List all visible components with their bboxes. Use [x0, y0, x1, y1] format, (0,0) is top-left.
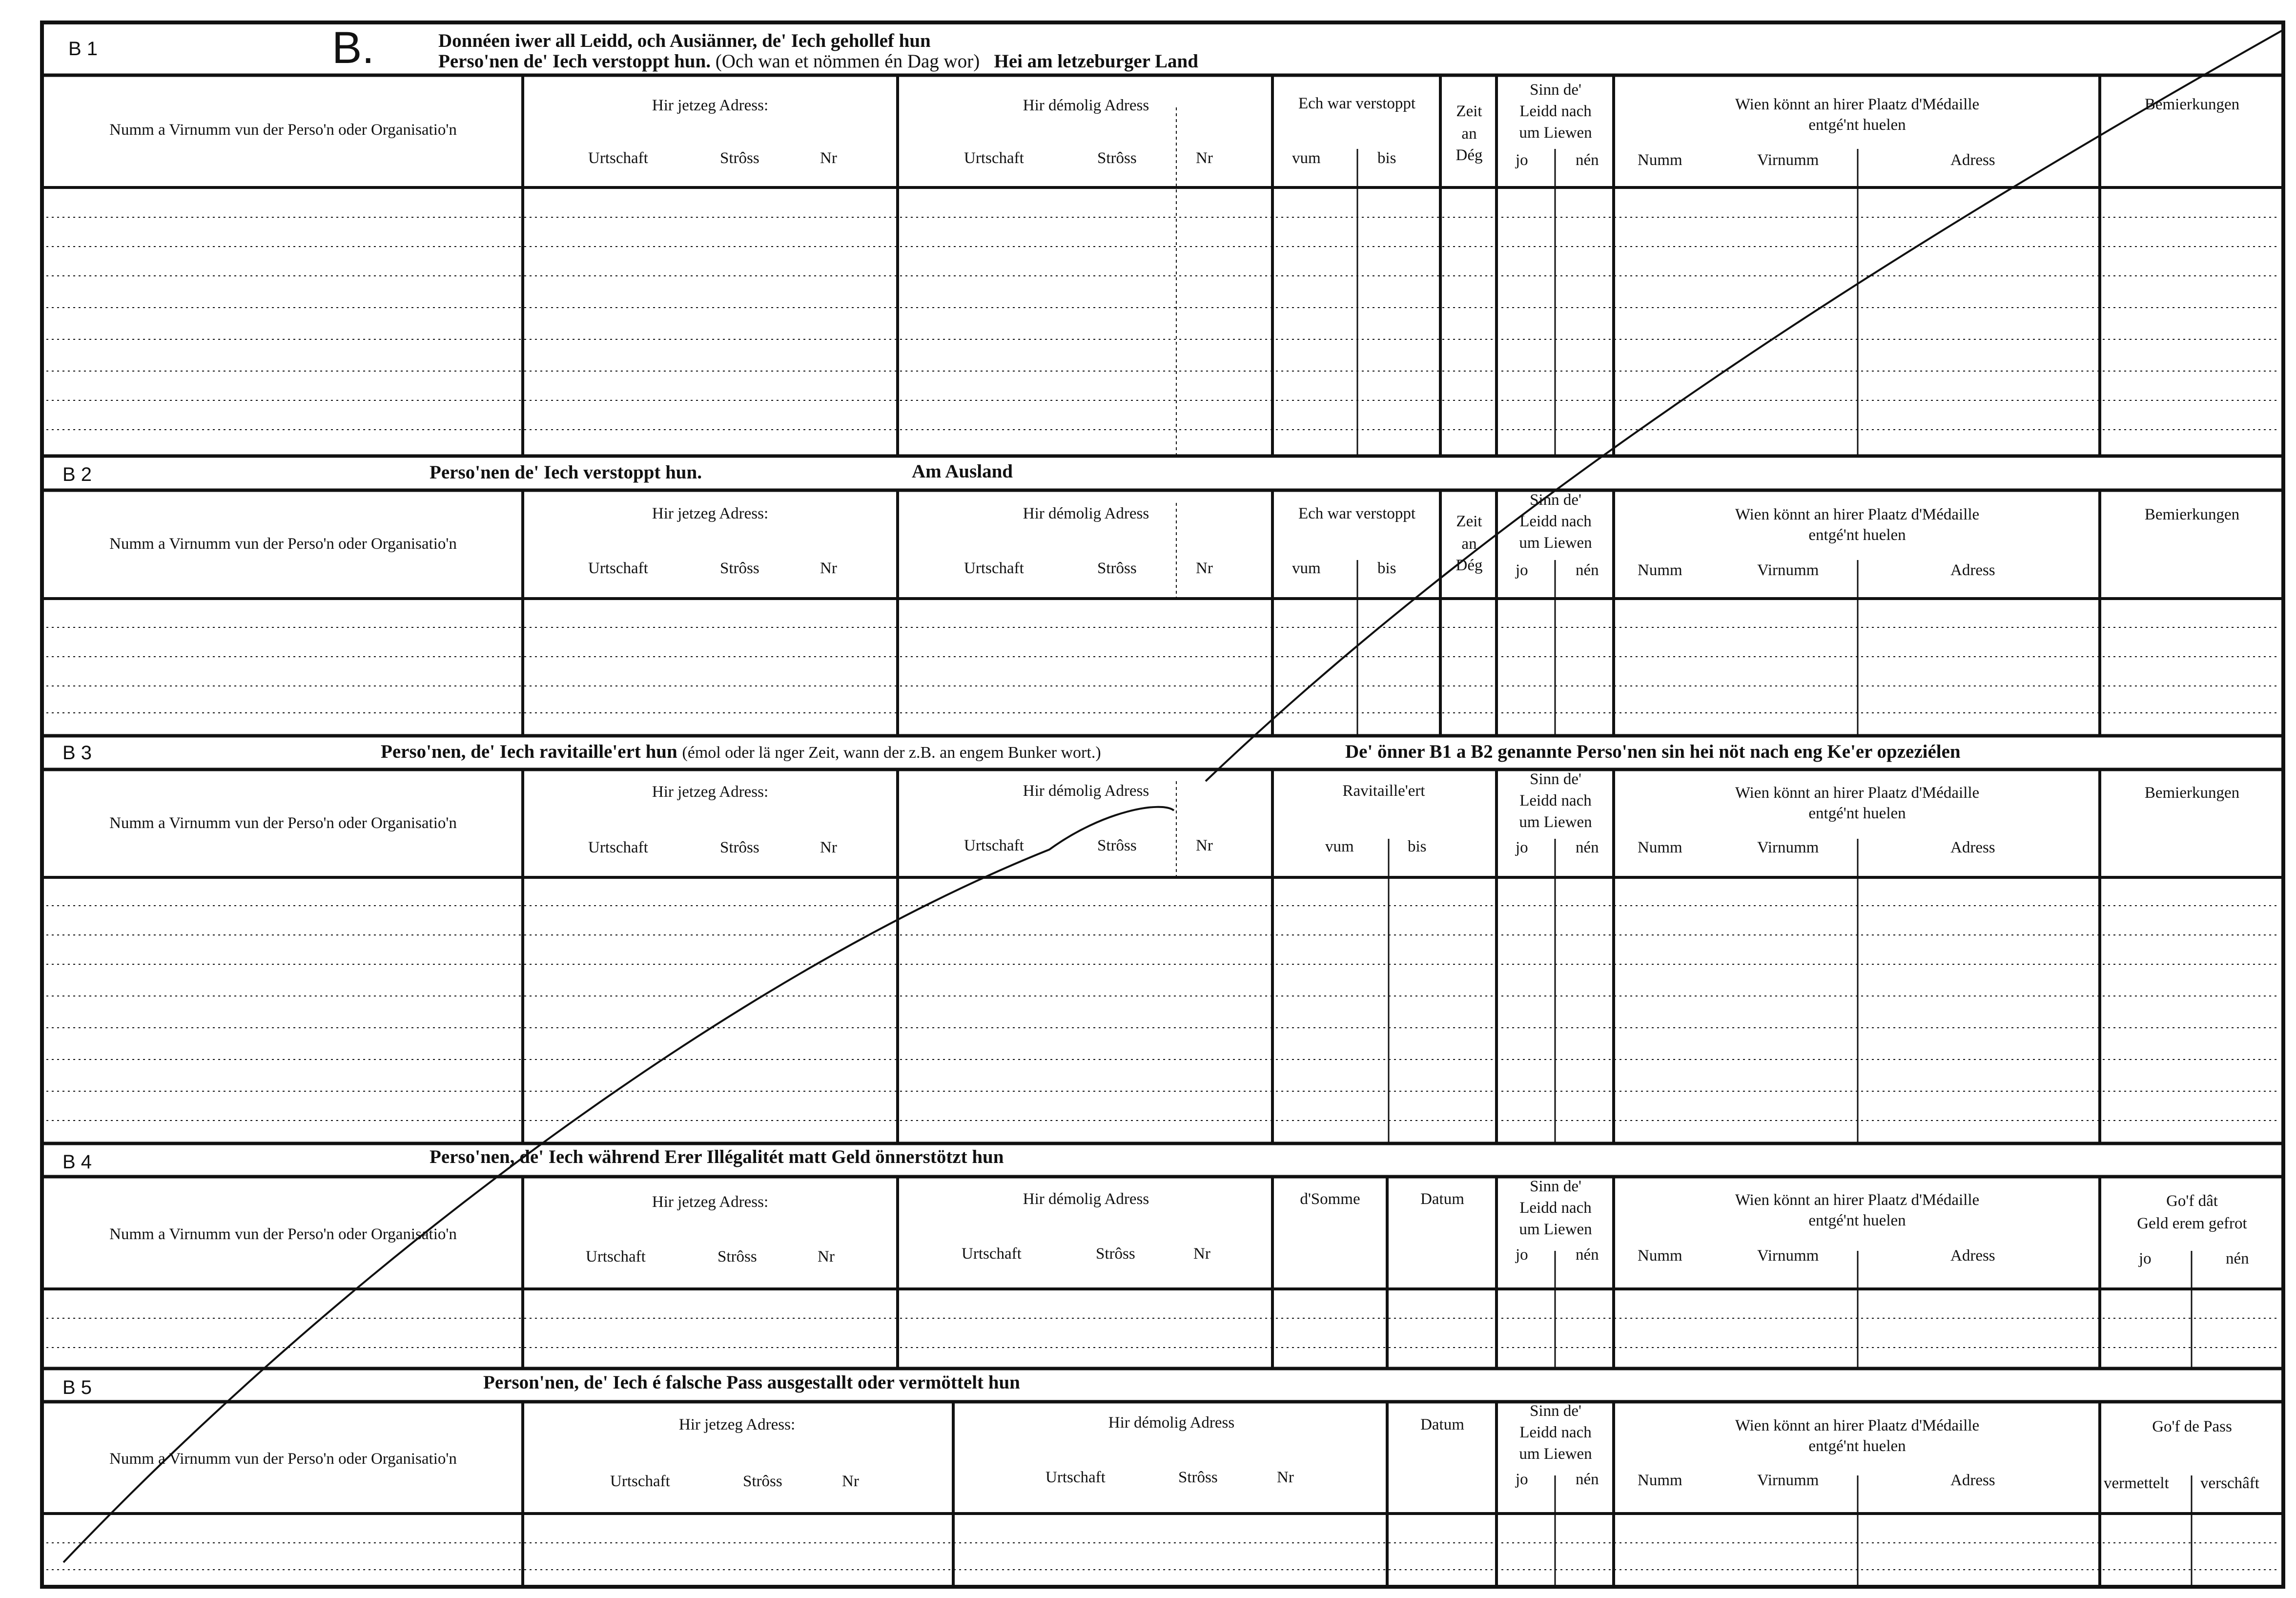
header-alive-2: Leidd nach — [1519, 513, 1592, 530]
header-surname: Numm — [1638, 151, 1682, 169]
header-address: Adress — [1950, 561, 1995, 579]
header-alive-2: Leidd nach — [1519, 792, 1592, 809]
header-street: Strôss — [718, 1248, 757, 1266]
header-alive-3: um Liewen — [1519, 124, 1592, 142]
header-alive-1: Sinn de' — [1530, 81, 1581, 99]
header-number: Nr — [1196, 560, 1213, 577]
header-remarks: Bemierkungen — [2144, 784, 2240, 802]
header-money-gift-2: Geld erem gefrot — [2137, 1215, 2247, 1232]
header-street: Strôss — [1097, 837, 1137, 854]
header-time-1: Zeit — [1456, 513, 1482, 530]
header-place: Urtschaft — [964, 149, 1024, 167]
header-yes: jo — [1516, 561, 1528, 579]
header-number: Nr — [820, 560, 837, 577]
header-current-address: Hir jetzeg Adress: — [678, 1416, 796, 1433]
header-pass-gift: Go'f de Pass — [2152, 1418, 2232, 1435]
header-hidden: Ech war verstoppt — [1298, 505, 1416, 522]
header-place: Urtschaft — [586, 1248, 646, 1266]
header-place: Urtschaft — [610, 1473, 670, 1490]
header-alive-2: Leidd nach — [1519, 103, 1592, 120]
header-alive-2: Leidd nach — [1519, 1199, 1592, 1217]
header-place: Urtschaft — [588, 560, 648, 577]
header-name: Numm a Virnumm vun der Perso'n oder Organisatio'n — [109, 814, 457, 832]
header-surname: Numm — [1638, 561, 1682, 579]
header-street: Strôss — [1097, 149, 1137, 167]
header-number: Nr — [1196, 837, 1213, 854]
section-b4-code: B 4 — [62, 1151, 92, 1173]
header-date: Datum — [1420, 1416, 1464, 1433]
header-alive-2: Leidd nach — [1519, 1424, 1592, 1441]
header-alive-1: Sinn de' — [1530, 770, 1581, 788]
header-remarks: Bemierkungen — [2144, 96, 2240, 113]
header-current-address: Hir jetzeg Adress: — [652, 783, 769, 801]
header-place: Urtschaft — [964, 837, 1024, 854]
form-letter: B. — [332, 23, 374, 73]
header-to: bis — [1408, 838, 1427, 855]
header-former-address: Hir démolig Adress — [1023, 782, 1149, 800]
header-yes: jo — [2139, 1250, 2152, 1267]
header-time-2: an — [1461, 125, 1477, 143]
header-street: Strôss — [1178, 1469, 1218, 1486]
header-name: Numm a Virnumm vun der Perso'n oder Organisatio'n — [109, 535, 457, 553]
header-from: vum — [1292, 560, 1321, 577]
section-b5-title: Person'nen, de' Iech é falsche Pass ausgestallt oder vermöttelt hun — [483, 1372, 1020, 1393]
header-alive-3: um Liewen — [1519, 534, 1592, 552]
section-b1-title-line2: Perso'nen de' Iech verstoppt hun. (Och wan et nömmen én Dag wor) Hei am letzeburger Land — [438, 51, 1198, 72]
header-no: nén — [1576, 1471, 1599, 1488]
header-current-address: Hir jetzeg Adress: — [652, 505, 769, 522]
header-medal-1: Wien könnt an hirer Plaatz d'Médaille — [1735, 1191, 1980, 1209]
header-no: nén — [1576, 151, 1599, 169]
header-firstname: Virnumm — [1757, 1472, 1819, 1489]
header-street: Strôss — [743, 1473, 782, 1490]
header-name: Numm a Virnumm vun der Perso'n oder Organisatio'n — [109, 1450, 457, 1468]
header-time-3: Dég — [1456, 557, 1483, 574]
header-former-address: Hir démolig Adress — [1108, 1414, 1235, 1432]
section-b2-code: B 2 — [62, 464, 92, 485]
header-medal-1: Wien könnt an hirer Plaatz d'Médaille — [1735, 784, 1980, 802]
section-b3-code: B 3 — [62, 742, 92, 764]
section-b2-title-b: Am Ausland — [912, 461, 1013, 482]
header-yes: jo — [1516, 151, 1528, 169]
header-to: bis — [1377, 560, 1396, 577]
section-b2-title: Perso'nen de' Iech verstoppt hun. — [430, 462, 702, 483]
header-place: Urtschaft — [962, 1245, 1022, 1263]
header-yes: jo — [1516, 1471, 1528, 1488]
section-b4-title: Perso'nen, de' Iech während Erer Illégalitét matt Geld önnerstötzt hun — [430, 1146, 1004, 1167]
header-current-address: Hir jetzeg Adress: — [652, 1193, 769, 1211]
header-yes: jo — [1516, 1246, 1528, 1264]
header-alive-1: Sinn de' — [1530, 1178, 1581, 1195]
header-time-3: Dég — [1456, 146, 1483, 164]
header-from: vum — [1325, 838, 1354, 855]
header-number: Nr — [820, 839, 837, 856]
header-time-2: an — [1461, 535, 1477, 553]
header-street: Strôss — [1096, 1245, 1135, 1263]
header-to: bis — [1377, 149, 1396, 167]
header-place: Urtschaft — [964, 560, 1024, 577]
header-medal-2: entgé'nt huelen — [1808, 526, 1906, 544]
section-b3-title-c: De' önner B1 a B2 genannte Perso'nen sin hei nöt nach eng Ke'er opzeziélen — [1345, 741, 1961, 762]
header-time-1: Zeit — [1456, 103, 1482, 120]
header-procured: verschâft — [2200, 1474, 2259, 1492]
header-medal-1: Wien könnt an hirer Plaatz d'Médaille — [1735, 1417, 1980, 1434]
header-alive-3: um Liewen — [1519, 813, 1592, 831]
header-money-gift-1: Go'f dât — [2166, 1192, 2218, 1210]
header-sum: d'Somme — [1300, 1190, 1360, 1208]
header-yes: jo — [1516, 839, 1528, 856]
header-firstname: Virnumm — [1757, 1247, 1819, 1265]
header-medal-1: Wien könnt an hirer Plaatz d'Médaille — [1735, 96, 1980, 113]
header-firstname: Virnumm — [1757, 839, 1819, 856]
header-surname: Numm — [1638, 839, 1682, 856]
header-former-address: Hir démolig Adress — [1023, 505, 1149, 522]
header-current-address: Hir jetzeg Adress: — [652, 97, 769, 114]
header-medal-2: entgé'nt huelen — [1808, 116, 1906, 134]
header-from: vum — [1292, 149, 1321, 167]
header-name: Numm a Virnumm vun der Perso'n oder Organisatio'n — [109, 1225, 457, 1243]
header-street: Strôss — [720, 560, 759, 577]
header-former-address: Hir démolig Adress — [1023, 97, 1149, 114]
header-number: Nr — [1193, 1245, 1210, 1263]
header-mediated: vermettelt — [2104, 1474, 2169, 1492]
header-number: Nr — [842, 1473, 859, 1490]
header-surname: Numm — [1638, 1247, 1682, 1265]
header-alive-3: um Liewen — [1519, 1221, 1592, 1238]
header-alive-3: um Liewen — [1519, 1445, 1592, 1463]
section-b5-code: B 5 — [62, 1377, 92, 1398]
header-number: Nr — [1277, 1469, 1294, 1486]
section-b1-title-line1: Donnéen iwer all Leidd, och Ausiänner, de' Iech gehollef hun — [438, 30, 931, 51]
header-firstname: Virnumm — [1757, 561, 1819, 579]
header-hidden: Ech war verstoppt — [1298, 95, 1416, 112]
header-firstname: Virnumm — [1757, 151, 1819, 169]
header-supplied: Ravitaille'ert — [1342, 782, 1425, 800]
header-place: Urtschaft — [588, 149, 648, 167]
header-name: Numm a Virnumm vun der Perso'n oder Organisatio'n — [109, 121, 457, 139]
header-no: nén — [1576, 561, 1599, 579]
header-medal-2: entgé'nt huelen — [1808, 805, 1906, 822]
header-medal-2: entgé'nt huelen — [1808, 1212, 1906, 1229]
header-street: Strôss — [720, 839, 759, 856]
header-alive-1: Sinn de' — [1530, 1402, 1581, 1420]
hand-drawn-stroke — [63, 807, 1174, 1562]
header-address: Adress — [1950, 151, 1995, 169]
header-address: Adress — [1950, 1247, 1995, 1265]
header-number: Nr — [818, 1248, 835, 1266]
header-surname: Numm — [1638, 1472, 1682, 1489]
header-alive-1: Sinn de' — [1530, 491, 1581, 509]
header-number: Nr — [820, 149, 837, 167]
header-no: nén — [2226, 1250, 2249, 1267]
header-medal-1: Wien könnt an hirer Plaatz d'Médaille — [1735, 506, 1980, 523]
header-number: Nr — [1196, 149, 1213, 167]
header-no: nén — [1576, 1246, 1599, 1264]
header-address: Adress — [1950, 1472, 1995, 1489]
header-medal-2: entgé'nt huelen — [1808, 1437, 1906, 1455]
header-place: Urtschaft — [588, 839, 648, 856]
header-former-address: Hir démolig Adress — [1023, 1190, 1149, 1208]
section-b3-title: Perso'nen, de' Iech ravitaille'ert hun (émol oder lä nger Zeit, wann der z.B. an engem Bunker wort.) — [381, 741, 1101, 762]
hand-drawn-stroke-upper — [1206, 29, 2284, 781]
section-b1-code: B 1 — [68, 38, 98, 60]
header-street: Strôss — [1097, 560, 1137, 577]
header-date: Datum — [1420, 1190, 1464, 1208]
header-place: Urtschaft — [1046, 1469, 1106, 1486]
header-no: nén — [1576, 839, 1599, 856]
header-address: Adress — [1950, 839, 1995, 856]
header-street: Strôss — [720, 149, 759, 167]
header-remarks: Bemierkungen — [2144, 506, 2240, 523]
